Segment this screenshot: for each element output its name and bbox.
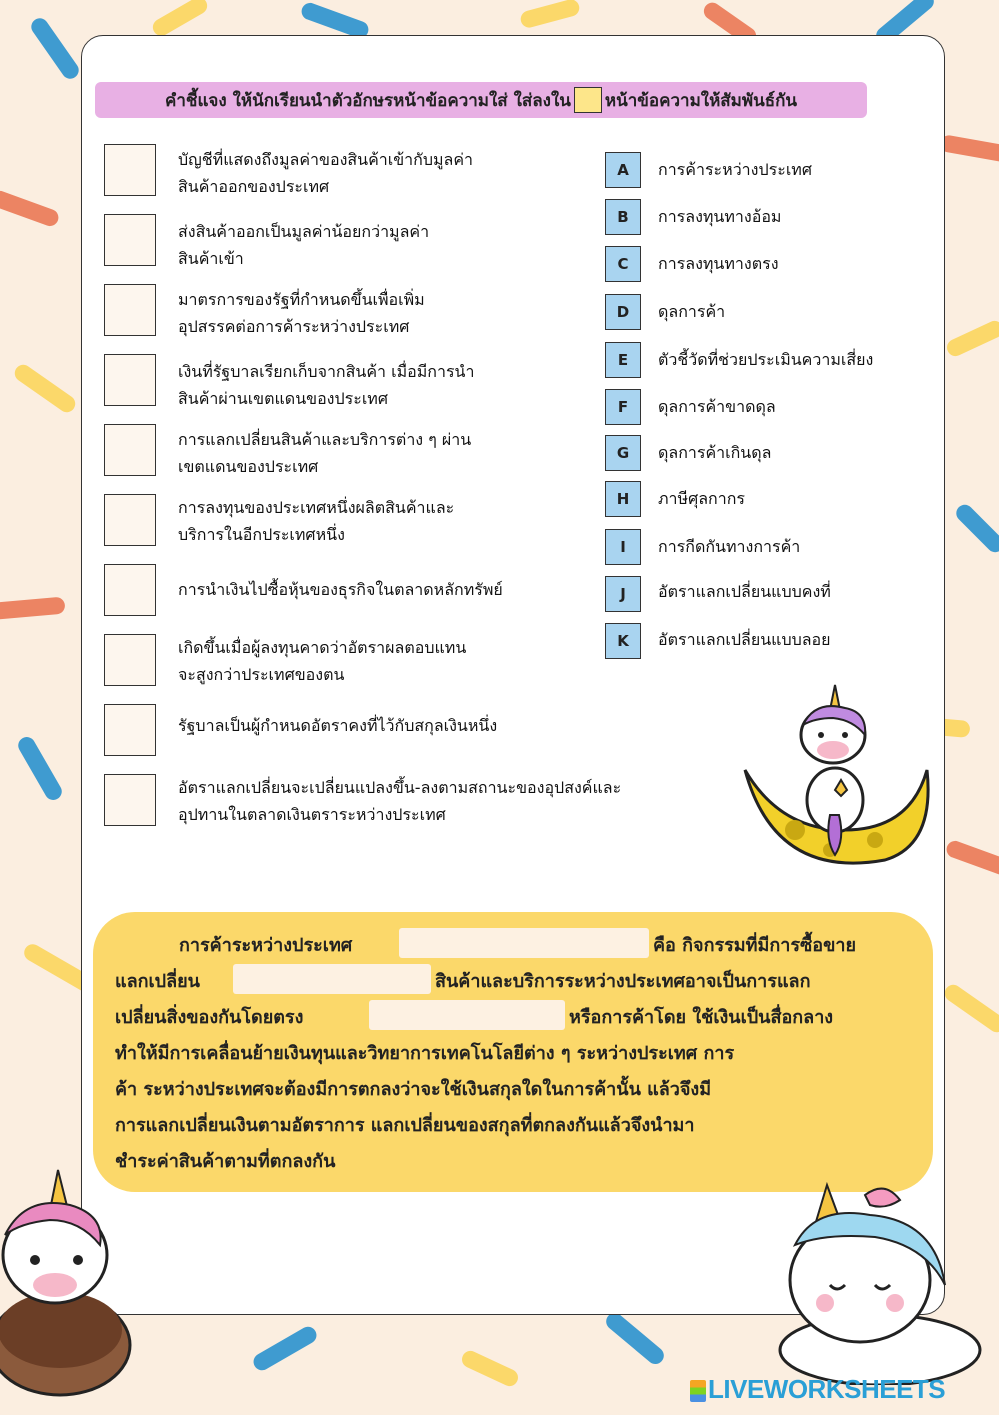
answer-letter-box[interactable]: G [605, 435, 641, 471]
logo-icon [690, 1380, 706, 1402]
question-item: มาตรการของรัฐที่กำหนดขึ้นเพื่อเพิ่ม อุปสรรคต่อการค้าระหว่างประเทศ [178, 290, 425, 336]
answer-input-box[interactable] [104, 354, 156, 406]
answer-text: การค้าระหว่างประเทศ [658, 160, 812, 179]
answer-input-box[interactable] [104, 144, 156, 196]
paragraph-line: ค้า ระหว่างประเทศจะต้องมีการตกลงว่าจะใช้เงินสกุลใดในการค้านั้น แล้วจึงมี [115, 1079, 712, 1100]
answer-box-sample [574, 87, 602, 113]
paragraph-line: สินค้าและบริการระหว่างประเทศอาจเป็นการแลก [435, 971, 811, 992]
blank-input[interactable] [369, 1000, 565, 1030]
answer-letter-box[interactable]: D [605, 294, 641, 330]
answer-letter-box[interactable]: A [605, 152, 641, 188]
answer-text: การกีดกันทางการค้า [658, 537, 801, 556]
answer-letter-box[interactable]: C [605, 246, 641, 282]
paragraph-line: แลกเปลี่ยน [115, 971, 200, 992]
answer-letter-box[interactable]: E [605, 342, 641, 378]
answer-input-box[interactable] [104, 634, 156, 686]
answer-input-box[interactable] [104, 214, 156, 266]
answer-text: การลงทุนทางตรง [658, 254, 779, 273]
answer-letter-box[interactable]: B [605, 199, 641, 235]
paragraph-line: การแลกเปลี่ยนเงินตามอัตราการ แลกเปลี่ยนของสกุลที่ตกลงกันแล้วจึงนำมา [115, 1115, 695, 1136]
unicorn-donut-illustration [0, 1165, 150, 1415]
paragraph-line: คือ กิจกรรมที่มีการซื้อขาย [653, 935, 857, 956]
answer-input-box[interactable] [104, 494, 156, 546]
paragraph-panel [93, 912, 933, 1192]
answer-letter-box[interactable]: J [605, 576, 641, 612]
answer-input-box[interactable] [104, 424, 156, 476]
paragraph-line: การค้าระหว่างประเทศ [179, 935, 353, 956]
answer-letter-box[interactable]: F [605, 389, 641, 425]
paragraph-line: ทำให้มีการเคลื่อนย้ายเงินทุนและวิทยาการเทคโนโลยีต่าง ๆ ระหว่างประเทศ การ [115, 1043, 735, 1064]
answer-text: การลงทุนทางอ้อม [658, 207, 782, 226]
instruction-banner [95, 82, 867, 118]
answer-input-box[interactable] [104, 284, 156, 336]
answer-text: อัตราแลกเปลี่ยนแบบคงที่ [658, 582, 831, 601]
answer-letter-box[interactable]: H [605, 481, 641, 517]
paragraph-line: ชำระค่าสินค้าตามที่ตกลงกัน [115, 1151, 336, 1172]
paragraph-line: เปลี่ยนสิ่งของกันโดยตรง [115, 1007, 304, 1028]
liveworksheets-logo: LIVEWORKSHEETS [690, 1374, 945, 1405]
unicorn-sleeping-illustration [775, 1175, 990, 1385]
answer-text: ตัวชี้วัดที่ช่วยประเมินความเสี่ยง [658, 350, 874, 369]
blank-input[interactable] [399, 928, 649, 958]
answer-text: ดุลการค้าขาดดุล [658, 397, 776, 416]
answer-text: ดุลการค้า [658, 302, 726, 321]
answer-text: ภาษีศุลกากร [658, 489, 745, 508]
answer-input-box[interactable] [104, 564, 156, 616]
question-item: การนำเงินไปซื้อหุ้นของธุรกิจในตลาดหลักทรัพย์ [178, 580, 503, 599]
instruction-text-after: หน้าข้อความให้สัมพันธ์กัน [604, 90, 797, 111]
answer-letter-box[interactable]: I [605, 529, 641, 565]
question-item: เกิดขึ้นเมื่อผู้ลงทุนคาดว่าอัตราผลตอบแทน จะสูงกว่าประเทศของตน [178, 638, 467, 684]
instruction-text-before: คำชี้แจง ให้นักเรียนนำตัวอักษรหน้าข้อความใส่ ใส่ลงใน [164, 90, 571, 111]
question-item: เงินที่รัฐบาลเรียกเก็บจากสินค้า เมื่อมีการนำ สินค้าผ่านเขตแดนของประเทศ [178, 362, 475, 408]
question-item: การแลกเปลี่ยนสินค้าและบริการต่าง ๆ ผ่าน เขตแดนของประเทศ [178, 430, 472, 476]
question-item: ส่งสินค้าออกเป็นมูลค่าน้อยกว่ามูลค่า สินค้าเข้า [178, 222, 430, 268]
question-item: บัญชีที่แสดงถึงมูลค่าของสินค้าเข้ากับมูลค่า สินค้าออกของประเทศ [178, 150, 474, 196]
answer-input-box[interactable] [104, 704, 156, 756]
question-item: รัฐบาลเป็นผู้กำหนดอัตราคงที่ไว้กับสกุลเงินหนึ่ง [178, 716, 498, 735]
answer-text: ดุลการค้าเกินดุล [658, 443, 772, 462]
answer-letter-box[interactable]: K [605, 623, 641, 659]
blank-input[interactable] [233, 964, 431, 994]
answer-input-box[interactable] [104, 774, 156, 826]
answer-text: อัตราแลกเปลี่ยนแบบลอย [658, 630, 831, 649]
unicorn-moon-illustration [735, 680, 935, 880]
question-item: การลงทุนของประเทศหนึ่งผลิตสินค้าและ บริการในอีกประเทศหนึ่ง [178, 498, 455, 544]
question-item: อัตราแลกเปลี่ยนจะเปลี่ยนแปลงขึ้น-ลงตามสถานะของอุปสงค์และ อุปทานในตลาดเงินตราระหว่างประเทศ [178, 778, 622, 824]
paragraph-line: หรือการค้าโดย ใช้เงินเป็นสื่อกลาง [569, 1007, 834, 1028]
